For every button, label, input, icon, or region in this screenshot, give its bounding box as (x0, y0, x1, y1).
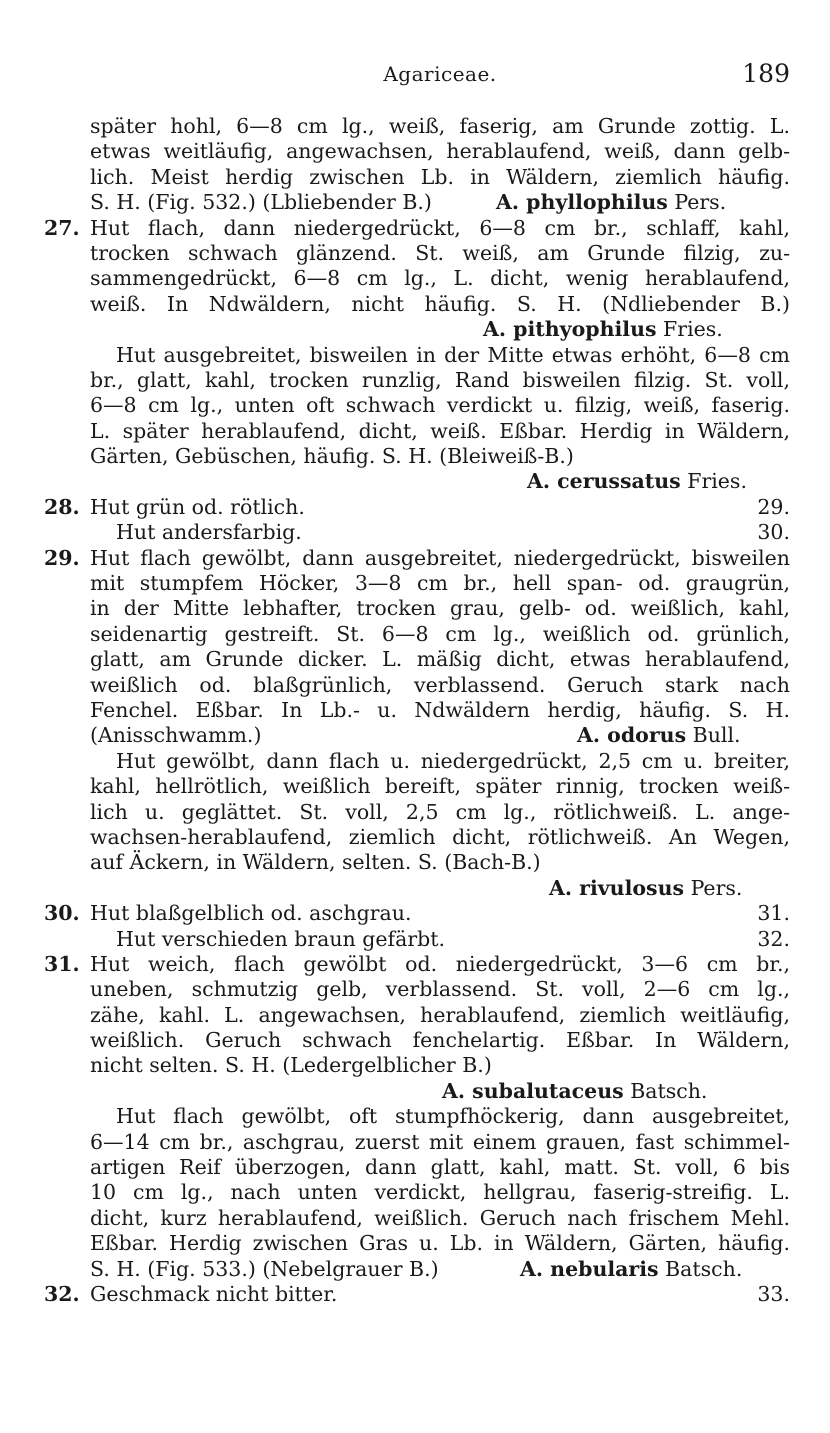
species-binomial: A. phyllophilus (496, 190, 668, 215)
line-text: Hut gewölbt, dann flach u. niedergedrückt, 2,5 cm u. breiter, (116, 748, 790, 773)
line-text: uneben, schmutzig gelb, verblassend. St. voll, 2—6 cm lg., (90, 977, 790, 1002)
text-line (90, 825, 790, 850)
line-text: lich u. geglättet. St. voll, 2,5 cm lg., rötlichweiß. L. ange- (90, 799, 790, 824)
line-text: S. H. (Fig. 532.) (Lbliebender B.) (90, 190, 432, 215)
species-name (496, 190, 726, 215)
species-binomial: A. pithyophilus (483, 317, 657, 342)
line-text: 10 cm lg., nach unten verdickt, hellgrau, faserig-streifig. L. (90, 1180, 790, 1205)
text-line (44, 901, 790, 926)
couplet-reference: 32. (757, 926, 790, 951)
line-text: Hut verschieden braun gefärbt. (116, 926, 446, 951)
line-text: weiß. In Ndwäldern, nicht häufig. S. H. (Ndliebender B.) (90, 291, 790, 316)
species-author: Fries. (680, 469, 747, 494)
line-text: trocken schwach glänzend. St. weiß, am Grunde filzig, zu- (90, 240, 790, 265)
couplet-number: 31. (44, 951, 80, 976)
species-binomial: A. rivulosus (549, 875, 685, 900)
line-text: sammengedrückt, 6—8 cm lg., L. dicht, wenig herablaufend, (90, 266, 790, 291)
line-text: Hut flach gewölbt, dann ausgebreitet, niedergedrückt, bisweilen (90, 545, 790, 570)
line-text: Hut flach gewölbt, oft stumpfhöckerig, dann ausgebreitet, (116, 1104, 790, 1129)
couplet-number: 30. (44, 901, 80, 926)
text-line (90, 1053, 790, 1078)
text-line (90, 241, 790, 266)
text-line (44, 1281, 790, 1307)
text-line (90, 850, 790, 875)
page-header (90, 59, 790, 92)
text-line (90, 749, 790, 774)
text-line (90, 647, 790, 672)
species-name (520, 1257, 742, 1282)
text-line (90, 977, 790, 1002)
text-line (90, 1130, 790, 1155)
species-author: Pers. (667, 190, 727, 215)
line-text: kahl, hellrötlich, weißlich bereift, später rinnig, trocken weiß- (90, 774, 790, 799)
text-line (90, 165, 790, 190)
line-text: später hohl, 6—8 cm lg., weiß, faserig, am Grunde zottig. L. (90, 114, 790, 138)
line-text: glatt, am Grunde dicker. L. mäßig dicht, etwas herablaufend, (90, 647, 790, 672)
text-line (90, 622, 790, 647)
couplet-reference: 30. (757, 520, 790, 545)
text-line (90, 317, 790, 342)
line-text: wachsen-herablaufend, ziemlich dicht, rötlichweiß. An Wegen, (90, 824, 790, 849)
text-line (90, 1104, 790, 1129)
running-head: Agariceae. (383, 62, 497, 86)
line-text: seidenartig gestreift. St. 6—8 cm lg., weißlich od. grünlich, (90, 621, 790, 646)
line-text: in der Mitte lebhafter, trocken grau, gelb- od. weißlich, kahl, (90, 596, 790, 621)
line-text: (Anisschwamm.) (90, 723, 262, 748)
text-line (90, 139, 790, 164)
line-text: Hut flach, dann niedergedrückt, 6—8 cm br., schlaff, kahl, (90, 215, 790, 240)
line-text: Hut blaßgelblich od. aschgrau. (90, 901, 412, 926)
line-text: mit stumpfem Höcker, 3—8 cm br., hell span- od. graugrün, (90, 571, 790, 596)
species-binomial: A. subalutaceus (442, 1078, 624, 1103)
text-line (44, 951, 790, 977)
text-line (90, 368, 790, 393)
couplet-reference: 33. (757, 1281, 790, 1306)
couplet-number: 28. (44, 494, 80, 519)
text-line (44, 215, 790, 241)
couplet-number: 27. (44, 215, 80, 240)
line-text: Hut weich, flach gewölbt od. niedergedrückt, 3—6 cm br., (90, 951, 790, 976)
line-text: weißlich od. blaßgrünlich, verblassend. Geruch stark nach (90, 672, 790, 697)
species-author: Batsch. (658, 1256, 743, 1281)
species-author: Fries. (656, 317, 723, 342)
key-text (44, 114, 790, 1307)
species-name (577, 723, 741, 748)
text-line (90, 927, 790, 952)
line-text: auf Äckern, in Wäldern, selten. S. (Bach-B.) (90, 850, 541, 875)
text-line (90, 1155, 790, 1180)
text-line (90, 698, 790, 723)
text-line (90, 1231, 790, 1256)
line-text: nicht selten. S. H. (Ledergelblicher B.) (90, 1053, 492, 1078)
line-text: weißlich. Geruch schwach fenchelartig. Eßbar. In Wäldern, (90, 1028, 790, 1053)
species-author: Bull. (686, 723, 741, 748)
text-line (90, 419, 790, 444)
text-line (90, 1180, 790, 1205)
line-text: br., glatt, kahl, trocken runzlig, Rand bisweilen filzig. St. voll, (90, 367, 790, 392)
line-text: zähe, kahl. L. angewachsen, herablaufend, ziemlich weitläufig, (90, 1002, 790, 1027)
line-text: Hut andersfarbig. (116, 520, 302, 545)
line-text: artigen Reif überzogen, dann glatt, kahl, matt. St. voll, 6 bis (90, 1155, 790, 1180)
couplet-number: 29. (44, 545, 80, 570)
text-line (90, 444, 790, 469)
line-text: L. später herablaufend, dicht, weiß. Eßbar. Herdig in Wäldern, (90, 418, 790, 443)
text-line (90, 1257, 790, 1282)
line-text: Geschmack nicht bitter. (90, 1281, 338, 1306)
couplet-reference: 29. (757, 494, 790, 519)
page-number: 189 (742, 59, 790, 88)
text-line (44, 494, 790, 520)
line-text: Hut grün od. rötlich. (90, 494, 305, 519)
line-text: Hut ausgebreitet, bisweilen in der Mitte etwas erhöht, 6—8 cm (116, 342, 790, 367)
line-text: Fenchel. Eßbar. In Lb.- u. Ndwäldern herdig, häufig. S. H. (90, 697, 790, 722)
species-author: Batsch. (623, 1078, 708, 1103)
species-author: Pers. (684, 875, 743, 900)
text-line (90, 114, 790, 139)
species-binomial: A. cerussatus (527, 469, 681, 494)
line-text: dicht, kurz herablaufend, weißlich. Geruch nach frischem Mehl. (90, 1205, 790, 1230)
text-line (90, 1003, 790, 1028)
text-line (90, 469, 790, 494)
line-text: Gärten, Gebüschen, häufig. S. H. (Bleiweiß-B.) (90, 444, 574, 469)
line-text: 6—8 cm lg., unten oft schwach verdickt u. filzig, weiß, faserig. (90, 393, 790, 418)
species-name (549, 876, 742, 901)
species-name (527, 469, 747, 494)
text-line (90, 673, 790, 698)
text-line (90, 266, 790, 291)
text-line (90, 596, 790, 621)
line-text: S. H. (Fig. 533.) (Nebelgrauer B.) (90, 1256, 439, 1281)
species-binomial: A. nebularis (520, 1256, 659, 1281)
text-line (90, 774, 790, 799)
text-line (90, 723, 790, 748)
couplet-reference: 31. (757, 901, 790, 926)
text-line (90, 1028, 790, 1053)
text-line (90, 800, 790, 825)
text-line (90, 571, 790, 596)
text-line (90, 292, 790, 317)
text-line (90, 876, 790, 901)
text-line (90, 520, 790, 545)
line-text: Eßbar. Herdig zwischen Gras u. Lb. in Wäldern, Gärten, häufig. (90, 1231, 790, 1256)
text-line (90, 1079, 790, 1104)
line-text: lich. Meist herdig zwischen Lb. in Wäldern, ziemlich häufig. (90, 164, 790, 189)
species-name (442, 1079, 707, 1104)
text-line (44, 545, 790, 571)
text-line (90, 393, 790, 418)
species-name (483, 317, 723, 342)
couplet-number: 32. (44, 1281, 80, 1306)
species-binomial: A. odorus (577, 723, 687, 748)
line-text: etwas weitläufig, angewachsen, herablaufend, weiß, dann gelb- (90, 139, 790, 164)
text-line (90, 343, 790, 368)
text-line (90, 1206, 790, 1231)
line-text: 6—14 cm br., aschgrau, zuerst mit einem grauen, fast schimmel- (90, 1129, 790, 1154)
text-line (90, 190, 790, 215)
